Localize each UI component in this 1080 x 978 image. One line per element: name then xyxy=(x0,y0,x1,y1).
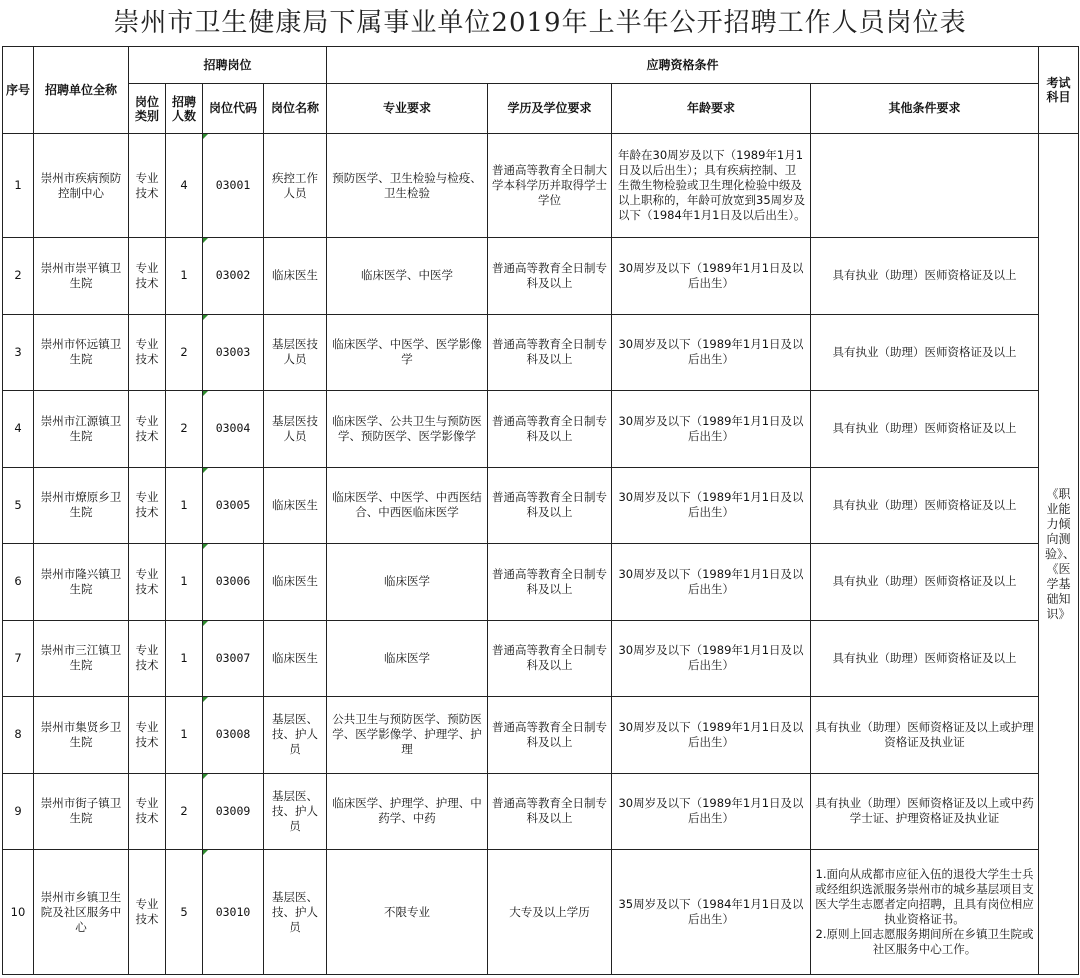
cell-edu: 普通高等教育全日制专科及以上 xyxy=(488,314,612,391)
cell-name: 基层医、技、护人员 xyxy=(264,850,327,975)
code-text: 03009 xyxy=(215,803,251,818)
cell-seq: 2 xyxy=(3,238,34,315)
cell-category: 专业技术 xyxy=(129,697,166,774)
cell-seq: 1 xyxy=(3,134,34,238)
cell-edu: 普通高等教育全日制专科及以上 xyxy=(488,697,612,774)
header-code: 岗位代码 xyxy=(203,84,264,134)
cell-unit: 崇州市怀远镇卫生院 xyxy=(34,314,129,391)
comment-marker-icon xyxy=(203,697,208,702)
header-unit: 招聘单位全称 xyxy=(34,47,129,134)
cell-age: 年龄在30周岁及以下（1989年1月1日及以后出生）；具有疾病控制、卫生微生物检验或卫生理化检验中级及以上职称的，年龄可放宽到35周岁及以下（1984年1月1日及以后出生）。 xyxy=(612,134,811,238)
table-row xyxy=(3,697,1079,774)
cell-other xyxy=(811,850,1039,975)
cell-seq: 7 xyxy=(3,620,34,697)
cell-seq: 4 xyxy=(3,391,34,468)
comment-marker-icon xyxy=(203,134,208,139)
cell-other: 具有执业（助理）医师资格证及以上 xyxy=(811,314,1039,391)
table-row xyxy=(3,134,1079,238)
cell-seq: 3 xyxy=(3,314,34,391)
table-row xyxy=(3,391,1079,468)
table-row xyxy=(3,850,1079,975)
cell-category: 专业技术 xyxy=(129,467,166,544)
cell-code xyxy=(203,544,264,621)
cell-other: 具有执业（助理）医师资格证及以上或中药学士证、护理资格证及执业证 xyxy=(811,773,1039,850)
table-row xyxy=(3,467,1079,544)
cell-unit: 崇州市三江镇卫生院 xyxy=(34,620,129,697)
cell-category: 专业技术 xyxy=(129,850,166,975)
cell-count: 1 xyxy=(166,697,203,774)
cell-seq: 6 xyxy=(3,544,34,621)
cell-age: 30周岁及以下（1989年1月1日及以后出生） xyxy=(612,314,811,391)
cell-code xyxy=(203,467,264,544)
cell-edu: 大专及以上学历 xyxy=(488,850,612,975)
cell-code xyxy=(203,134,264,238)
code-text: 03010 xyxy=(215,904,251,919)
cell-other: 具有执业（助理）医师资格证及以上或护理资格证及执业证 xyxy=(811,697,1039,774)
cell-count: 2 xyxy=(166,773,203,850)
cell-count: 1 xyxy=(166,467,203,544)
cell-major: 预防医学、卫生检验与检疫、卫生检验 xyxy=(327,134,488,238)
cell-category: 专业技术 xyxy=(129,391,166,468)
cell-other: 具有执业（助理）医师资格证及以上 xyxy=(811,544,1039,621)
cell-edu: 普通高等教育全日制专科及以上 xyxy=(488,467,612,544)
header-position-group: 招聘岗位 xyxy=(129,47,327,84)
header-major: 专业要求 xyxy=(327,84,488,134)
cell-other: 具有执业（助理）医师资格证及以上 xyxy=(811,391,1039,468)
cell-count: 5 xyxy=(166,850,203,975)
cell-seq: 8 xyxy=(3,697,34,774)
cell-age: 30周岁及以下（1989年1月1日及以后出生） xyxy=(612,238,811,315)
cell-edu: 普通高等教育全日制专科及以上 xyxy=(488,773,612,850)
cell-major: 公共卫生与预防医学、预防医学、医学影像学、护理学、护理 xyxy=(327,697,488,774)
code-text: 03007 xyxy=(215,650,251,665)
cell-name: 基层医、技、护人员 xyxy=(264,697,327,774)
cell-age: 30周岁及以下（1989年1月1日及以后出生） xyxy=(612,773,811,850)
cell-edu: 普通高等教育全日制大学本科学历并取得学士学位 xyxy=(488,134,612,238)
cell-name: 临床医生 xyxy=(264,238,327,315)
cell-age: 30周岁及以下（1989年1月1日及以后出生） xyxy=(612,391,811,468)
code-text: 03004 xyxy=(215,421,251,436)
table-row xyxy=(3,773,1079,850)
cell-count: 1 xyxy=(166,238,203,315)
cell-edu: 普通高等教育全日制专科及以上 xyxy=(488,238,612,315)
cell-name: 疾控工作人员 xyxy=(264,134,327,238)
cell-unit: 崇州市疾病预防控制中心 xyxy=(34,134,129,238)
cell-major: 临床医学、中医学 xyxy=(327,238,488,315)
cell-code xyxy=(203,391,264,468)
code-text: 03005 xyxy=(215,497,251,512)
cell-unit: 崇州市江源镇卫生院 xyxy=(34,391,129,468)
comment-marker-icon xyxy=(203,238,208,243)
table-body xyxy=(3,134,1079,975)
cell-code xyxy=(203,314,264,391)
table-row xyxy=(3,314,1079,391)
comment-marker-icon xyxy=(203,315,208,320)
table-row xyxy=(3,238,1079,315)
header-name: 岗位名称 xyxy=(264,84,327,134)
cell-code xyxy=(203,773,264,850)
cell-age: 30周岁及以下（1989年1月1日及以后出生） xyxy=(612,467,811,544)
code-text: 03003 xyxy=(215,344,251,359)
cell-category: 专业技术 xyxy=(129,620,166,697)
cell-count: 2 xyxy=(166,314,203,391)
cell-unit: 崇州市乡镇卫生院及社区服务中心 xyxy=(34,850,129,975)
cell-seq: 5 xyxy=(3,467,34,544)
cell-major: 临床医学、中医学、医学影像学 xyxy=(327,314,488,391)
cell-count: 1 xyxy=(166,544,203,621)
header-exam: 考试科目 xyxy=(1039,47,1079,134)
table-row xyxy=(3,620,1079,697)
cell-unit: 崇州市燎原乡卫生院 xyxy=(34,467,129,544)
cell-count: 2 xyxy=(166,391,203,468)
cell-other xyxy=(811,134,1039,238)
other-condition-item: 2.原则上回志愿服务期间所在乡镇卫生院或社区服务中心工作。 xyxy=(815,927,1034,956)
cell-major: 临床医学、护理学、护理、中药学、中药 xyxy=(327,773,488,850)
cell-category: 专业技术 xyxy=(129,238,166,315)
header-row-1 xyxy=(3,47,1079,84)
cell-name: 临床医生 xyxy=(264,544,327,621)
comment-marker-icon xyxy=(203,544,208,549)
cell-major: 不限专业 xyxy=(327,850,488,975)
cell-unit: 崇州市隆兴镇卫生院 xyxy=(34,544,129,621)
cell-unit: 崇州市集贤乡卫生院 xyxy=(34,697,129,774)
cell-other: 具有执业（助理）医师资格证及以上 xyxy=(811,238,1039,315)
header-qualification-group: 应聘资格条件 xyxy=(327,47,1039,84)
header-category: 岗位类别 xyxy=(129,84,166,134)
cell-major: 临床医学 xyxy=(327,544,488,621)
cell-category: 专业技术 xyxy=(129,544,166,621)
cell-age: 30周岁及以下（1989年1月1日及以后出生） xyxy=(612,544,811,621)
cell-name: 临床医生 xyxy=(264,467,327,544)
code-text: 03006 xyxy=(215,574,251,589)
comment-marker-icon xyxy=(203,850,208,855)
code-text: 03002 xyxy=(215,268,251,283)
cell-unit: 崇州市街子镇卫生院 xyxy=(34,773,129,850)
header-count: 招聘人数 xyxy=(166,84,203,134)
cell-age: 30周岁及以下（1989年1月1日及以后出生） xyxy=(612,697,811,774)
comment-marker-icon xyxy=(203,774,208,779)
header-seq: 序号 xyxy=(3,47,34,134)
cell-code xyxy=(203,850,264,975)
cell-category: 专业技术 xyxy=(129,134,166,238)
cell-category: 专业技术 xyxy=(129,314,166,391)
cell-age: 35周岁及以下（1984年1月1日及以后出生） xyxy=(612,850,811,975)
comment-marker-icon xyxy=(203,468,208,473)
cell-major: 临床医学、公共卫生与预防医学、预防医学、医学影像学 xyxy=(327,391,488,468)
cell-seq: 9 xyxy=(3,773,34,850)
cell-edu: 普通高等教育全日制专科及以上 xyxy=(488,620,612,697)
comment-marker-icon xyxy=(203,391,208,396)
cell-other: 具有执业（助理）医师资格证及以上 xyxy=(811,467,1039,544)
cell-name: 基层医技人员 xyxy=(264,391,327,468)
cell-code xyxy=(203,238,264,315)
cell-count: 1 xyxy=(166,620,203,697)
code-text: 03001 xyxy=(215,178,251,192)
cell-name: 临床医生 xyxy=(264,620,327,697)
cell-other: 具有执业（助理）医师资格证及以上 xyxy=(811,620,1039,697)
table-row xyxy=(3,544,1079,621)
cell-exam-subject: 《职业能力倾向测验》、《医学基础知识》 xyxy=(1039,134,1079,975)
cell-major: 临床医学、中医学、中西医结合、中西医临床医学 xyxy=(327,467,488,544)
cell-code xyxy=(203,697,264,774)
cell-category: 专业技术 xyxy=(129,773,166,850)
cell-edu: 普通高等教育全日制专科及以上 xyxy=(488,544,612,621)
cell-code xyxy=(203,620,264,697)
header-age: 年龄要求 xyxy=(612,84,811,134)
page-title: 崇州市卫生健康局下属事业单位2019年上半年公开招聘工作人员岗位表 xyxy=(113,8,967,38)
cell-count: 4 xyxy=(166,134,203,238)
cell-age: 30周岁及以下（1989年1月1日及以后出生） xyxy=(612,620,811,697)
cell-name: 基层医技人员 xyxy=(264,314,327,391)
cell-unit: 崇州市崇平镇卫生院 xyxy=(34,238,129,315)
cell-name: 基层医、技、护人员 xyxy=(264,773,327,850)
comment-marker-icon xyxy=(203,621,208,626)
header-other: 其他条件要求 xyxy=(811,84,1039,134)
code-text: 03008 xyxy=(215,727,251,742)
header-edu: 学历及学位要求 xyxy=(488,84,612,134)
cell-major: 临床医学 xyxy=(327,620,488,697)
other-condition-item: 1.面向从成都市应征入伍的退役大学生士兵或经组织选派服务崇州市的城乡基层项目支医大学生志愿者定向招聘，且具有岗位相应执业资格证书。 xyxy=(815,867,1034,926)
positions-table xyxy=(2,46,1079,975)
cell-seq: 10 xyxy=(3,850,34,975)
cell-edu: 普通高等教育全日制专科及以上 xyxy=(488,391,612,468)
header-row-2 xyxy=(3,84,1079,134)
